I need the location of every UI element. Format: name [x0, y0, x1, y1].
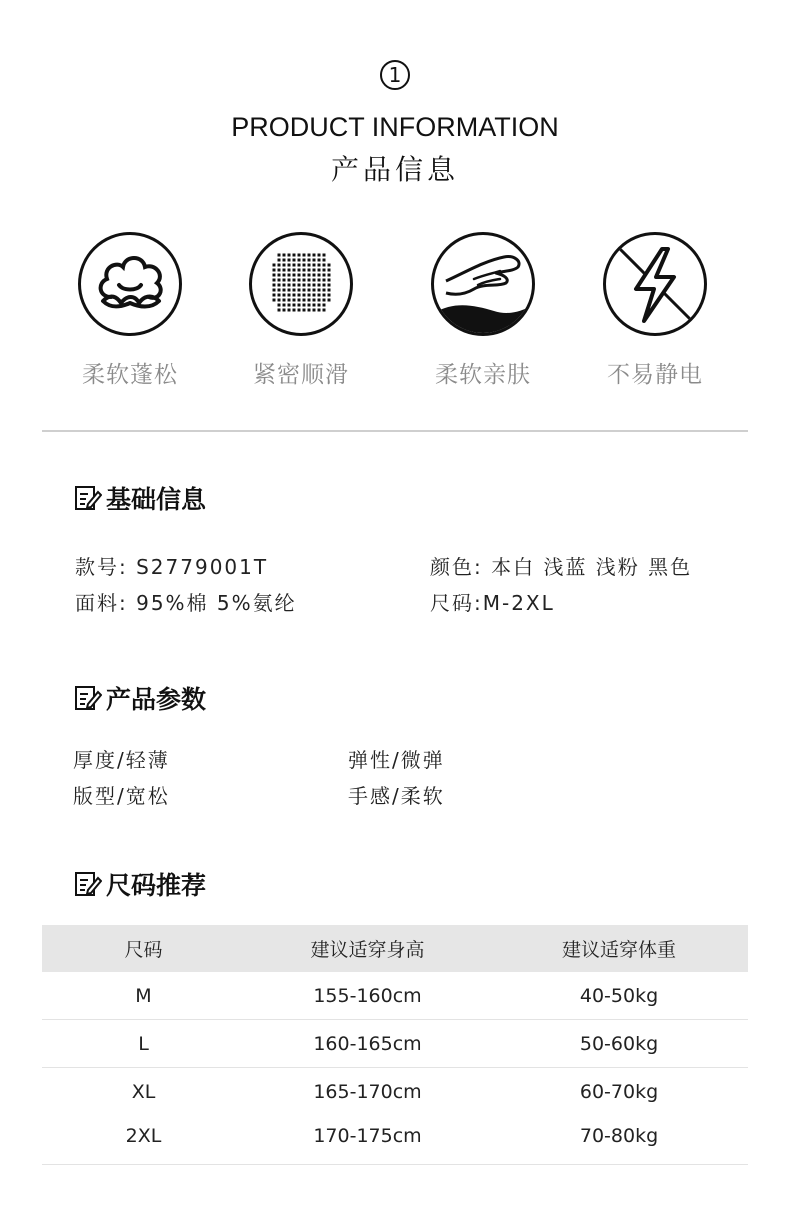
param-thickness: 厚度/轻薄 [73, 748, 170, 772]
cell-height: 165-170cm [313, 1081, 422, 1103]
column-header-height: 建议适穿身高 [310, 939, 425, 961]
feature-label: 不易静电 [607, 362, 703, 388]
hand-touch-icon [431, 232, 535, 336]
table-row [42, 972, 748, 1020]
feature-anti-static [601, 232, 709, 389]
table-row [42, 1068, 748, 1116]
feature-label: 柔软蓬松 [82, 362, 178, 388]
color-options: 颜色: 本白 浅蓝 浅粉 黑色 [430, 555, 693, 579]
style-number: 款号: S2779001T [75, 555, 269, 579]
product-params-heading [74, 680, 206, 716]
size-recommendation-heading [74, 866, 206, 902]
param-elasticity: 弹性/微弹 [348, 748, 445, 772]
cotton-cloud-icon [78, 232, 182, 336]
feature-dense-smooth [247, 232, 355, 389]
feature-label: 紧密顺滑 [253, 362, 349, 388]
cell-size: XL [131, 1081, 156, 1103]
title-english: PRODUCT INFORMATION [231, 112, 559, 142]
feature-label: 柔软亲肤 [435, 362, 531, 388]
section-divider [42, 430, 748, 432]
column-header-weight: 建议适穿体重 [561, 939, 676, 961]
dense-weave-icon [249, 232, 353, 336]
edit-note-icon [74, 484, 102, 512]
cell-height: 160-165cm [313, 1032, 422, 1055]
fabric-composition: 面料: 95%棉 5%氨纶 [75, 591, 297, 615]
section-title: 产品参数 [106, 685, 207, 714]
cell-weight: 60-70kg [579, 1081, 659, 1103]
size-range: 尺码:M-2XL [430, 591, 555, 615]
cell-size: L [138, 1032, 149, 1055]
edit-note-icon [74, 684, 102, 712]
cell-size: 2XL [125, 1125, 162, 1147]
section-title: 尺码推荐 [106, 871, 207, 900]
column-header-size: 尺码 [124, 939, 163, 961]
param-fit: 版型/宽松 [73, 784, 170, 808]
section-number [0, 60, 790, 90]
cell-weight: 40-50kg [579, 984, 659, 1007]
feature-skin-friendly [429, 232, 537, 389]
cell-height: 170-175cm [313, 1125, 422, 1147]
basic-info-heading [74, 480, 206, 516]
table-row [42, 1116, 748, 1156]
table-row [42, 1020, 748, 1068]
size-table [42, 925, 748, 1156]
cell-weight: 70-80kg [579, 1125, 659, 1147]
edit-note-icon [74, 870, 102, 898]
cell-weight: 50-60kg [579, 1032, 659, 1055]
table-header [42, 925, 748, 972]
param-feel: 手感/柔软 [348, 784, 445, 808]
section-title: 基础信息 [106, 485, 207, 514]
cell-size: M [135, 984, 152, 1007]
cell-height: 155-160cm [313, 984, 422, 1007]
number-circle: 1 [380, 60, 410, 90]
no-static-lightning-icon [603, 232, 707, 336]
title-chinese: 产品信息 [330, 153, 459, 186]
table-bottom-border [42, 1164, 748, 1165]
feature-soft-fluffy [76, 232, 184, 389]
